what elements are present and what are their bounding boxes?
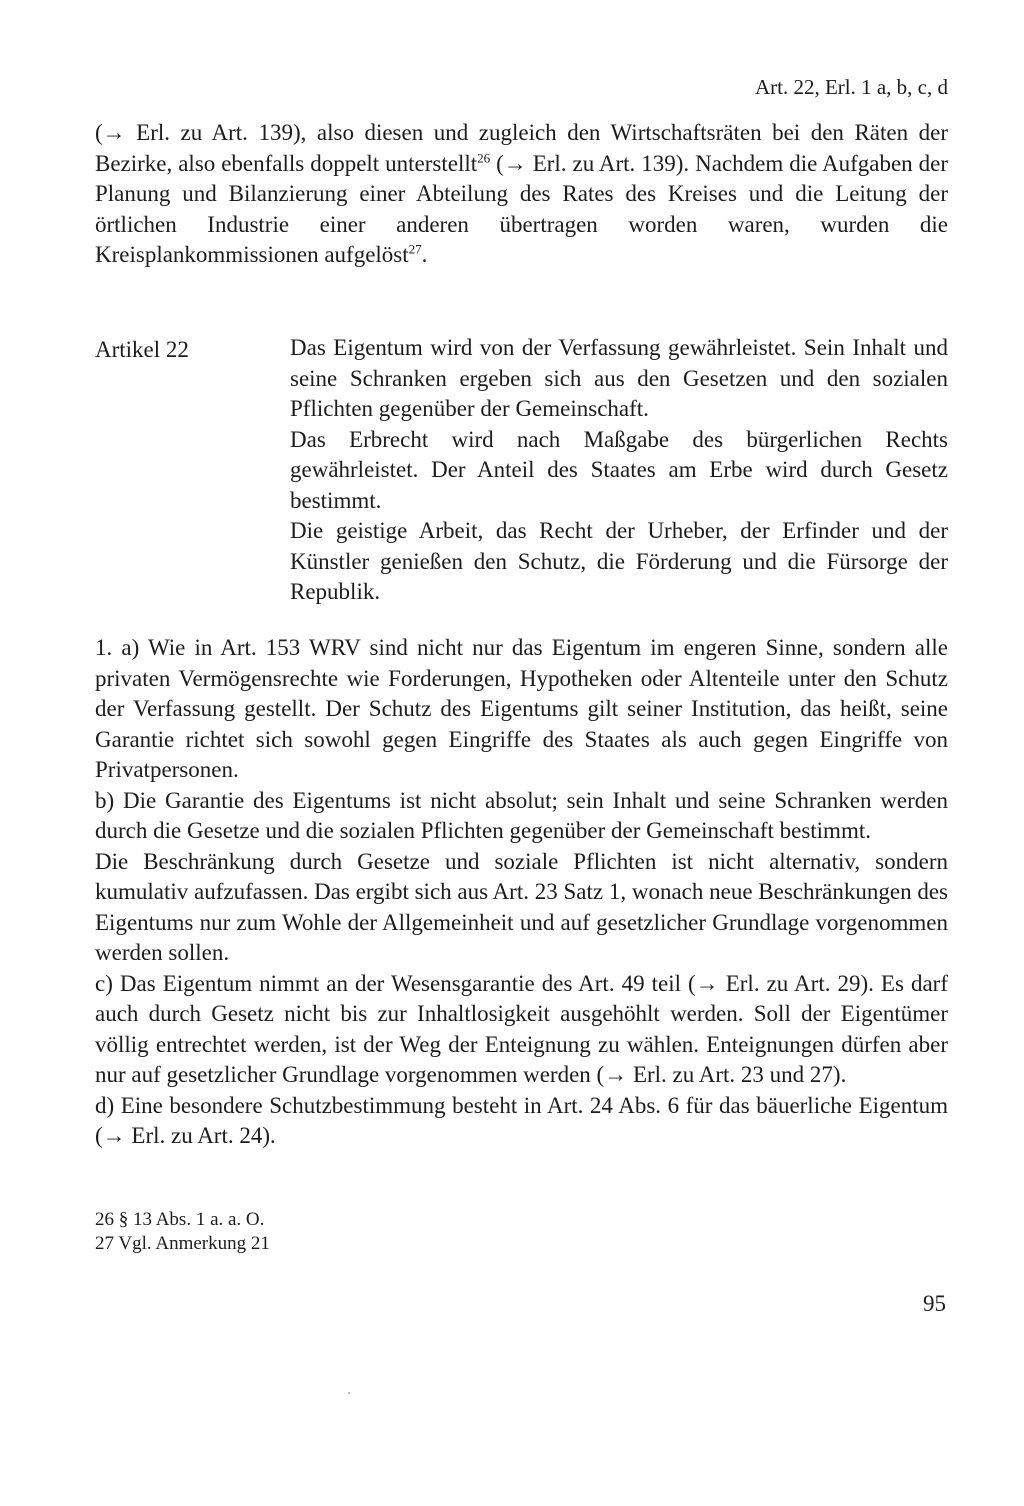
continuation-text-part3: .	[421, 242, 428, 267]
commentary	[95, 633, 948, 1152]
footnote-ref-26: 26	[477, 149, 491, 165]
footnote-27: 27 Vgl. Anmerkung 21	[95, 1233, 270, 1254]
continuation-text	[95, 118, 948, 271]
commentary-paragraph-1d: d) Eine besondere Schutzbestimmung besteht in Art. 24 Abs. 6 für das bäuerliche Eigentum (→ Erl. zu Art. 24).	[95, 1092, 948, 1148]
commentary-paragraph-1b: b) Die Garantie des Eigentums ist nicht absolut; sein Inhalt und seine Schranken werden durch die Gesetze und die sozialen Pflichten gegenüber der Gemeinschaft bestimmt.	[95, 787, 948, 843]
article-paragraph-1: Das Eigentum wird von der Verfassung gewährleistet. Sein Inhalt und seine Schranken ergeben sich aus den Gesetzen und den sozialen Pflichten gegenüber der Gemeinschaft.	[290, 335, 948, 421]
article-label: Artikel 22	[95, 337, 189, 362]
continuation-paragraph	[95, 118, 948, 271]
commentary-paragraph-1a: 1. a) Wie in Art. 153 WRV sind nicht nur das Eigentum im engeren Sinne, sondern alle privaten Vermögensrechte wie Forderungen, Hypotheken oder Altenteile unter den Schutz der Verfassung gestellt. Der Schutz des Eigentums gilt seiner Institution, das heißt, seine Garantie richtet sich sowohl gegen Eingriffe des Staates als auch gegen Eingriffe von Privatpersonen.	[95, 635, 948, 782]
continuation-text-part1: (→ Erl. zu Art. 139), also diesen und zugleich den Wirtschaftsräten bei den Räten der Bezirke, also ebenfalls doppelt unterstellt	[95, 120, 948, 176]
commentary-paragraph-1b-cont: Die Beschränkung durch Gesetze und soziale Pflichten ist nicht alternativ, sondern kumulativ aufzufassen. Das ergibt sich aus Art. 23 Satz 1, wonach neue Beschränkungen des Eigentums nur zum Wohle der Allgemeinheit und auf gesetzlicher Grundlage vorgenommen werden sollen.	[95, 848, 948, 965]
article-text	[290, 333, 948, 608]
footnote-ref-27: 27	[408, 241, 422, 257]
scan-speck	[348, 1392, 350, 1394]
page-number: 95	[923, 1291, 946, 1316]
commentary-paragraph-1c: c) Das Eigentum nimmt an der Wesensgarantie des Art. 49 teil (→ Erl. zu Art. 29). Es darf auch durch Gesetz nicht bis zur Inhaltlosigkeit ausgehöhlt werden. Soll der Eigentümer völlig entrechtet werden, ist der Weg der Enteignung zu wählen. Enteignungen dürfen aber nur auf gesetzlicher Grundlage vorgenommen werden (→ Erl. zu Art. 23 und 27).	[95, 970, 948, 1087]
running-head: Art. 22, Erl. 1 a, b, c, d	[754, 75, 948, 99]
footnotes	[95, 1208, 270, 1256]
continuation-text-part2: (→ Erl. zu Art. 139). Nachdem die Aufgaben der Planung und Bilanzierung einer Abteilung des Rates des Kreises und die Leitung der örtlichen Industrie einer anderen übertragen worden waren, wurden die Kreisplankommissionen aufgelöst	[95, 150, 948, 267]
article-paragraph-2: Das Erbrecht wird nach Maßgabe des bürgerlichen Rechts gewährleistet. Der Anteil des Staates am Erbe wird durch Gesetz bestimmt.	[290, 426, 948, 513]
footnote-26: 26 § 13 Abs. 1 a. a. O.	[95, 1209, 265, 1230]
article-paragraph-3: Die geistige Arbeit, das Recht der Urheber, der Erfinder und der Künstler genießen den Schutz, die Förderung und die Fürsorge der Republik.	[290, 518, 948, 604]
